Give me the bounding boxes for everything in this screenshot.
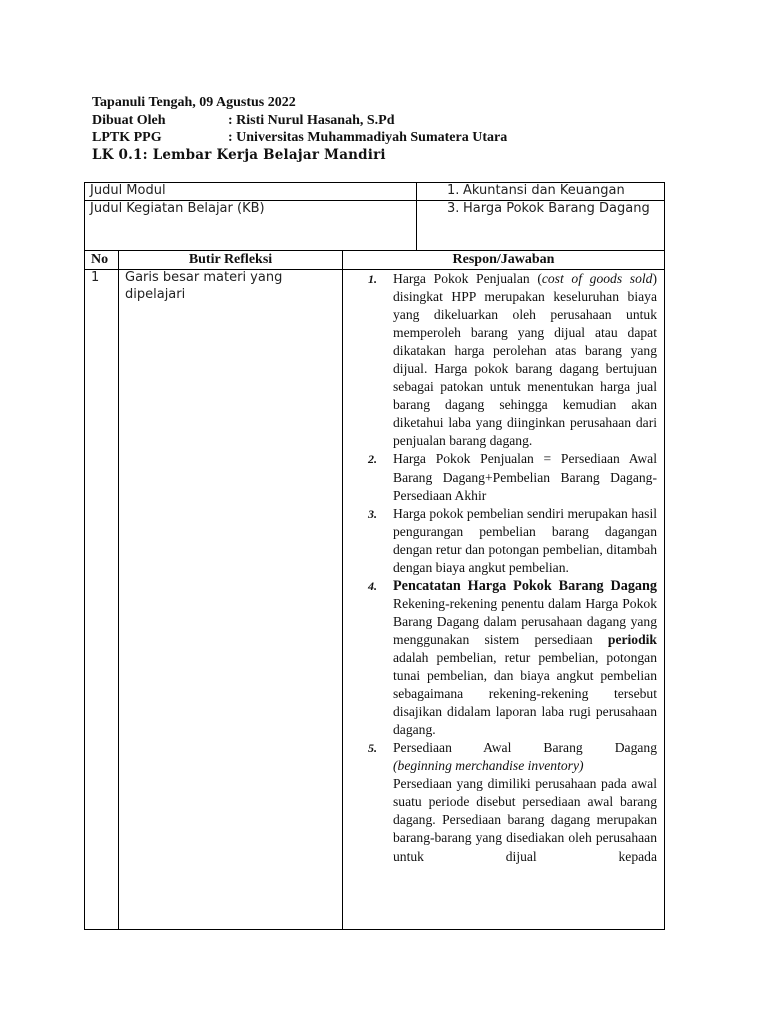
response-cell <box>343 270 665 930</box>
lptk-label: LPTK PPG <box>92 130 162 145</box>
header-row <box>85 251 665 270</box>
module-value-cell: 1. Akuntansi dan Keuangan <box>417 183 665 201</box>
col-butir-header: Butir Refleksi <box>119 251 343 270</box>
table-row <box>85 270 665 930</box>
lptk-row <box>92 129 507 147</box>
item-title: Persediaan Awal Barang Dagang <box>393 740 657 756</box>
worksheet-title: LK 0.1: Lembar Kerja Belajar Mandiri <box>92 146 386 163</box>
item-body: Persediaan yang dimiliki perusahaan pada awal suatu periode disebut persediaan awal barang dagang. Persediaan barang dagang merupakan barang-barang yang disediakan oleh perusahaan untuk dijual kepada <box>393 776 657 864</box>
row-number: 1 <box>85 270 119 930</box>
module-row <box>85 183 665 201</box>
list-item: 2. Harga Pokok Penjualan = Persediaan Awal Barang Dagang+Pembelian Barang Dagang-Persediaan Akhir <box>368 451 657 503</box>
kb-value: Harga Pokok Barang Dagang <box>463 201 650 216</box>
module-label: Judul Modul <box>85 183 417 201</box>
lptk-value: : Universitas Muhammadiyah Sumatera Utara <box>228 130 508 145</box>
col-respon-header: Respon/Jawaban <box>343 251 665 270</box>
module-info-table <box>84 182 665 251</box>
item-title: Pencatatan Harga Pokok Barang Dagang <box>393 577 657 594</box>
place-date: Tapanuli Tengah, 09 Agustus 2022 <box>92 95 296 110</box>
document-header <box>92 94 507 164</box>
list-item: 4. Pencatatan Harga Pokok Barang Dagang Rekening-rekening penentu dalam Harga Pokok Barang Dagang dalam perusahaan dagang yang menggunakan sistem persediaan periodik adalah pembelian, retur pembelian, potongan tunai pembelian, dan biaya angkut pembelian sebagaimana rekening-rekening tersebut disajikan didalam laporan laba rugi perusahaan dagang. <box>343 577 657 739</box>
list-item: 3. Harga pokok pembelian sendiri merupakan hasil pengurangan pembelian barang dagangan dengan retur dan potongan pembelian, ditambah dengan biaya angkut pembelian. <box>368 505 657 575</box>
col-no-header: No <box>85 251 119 270</box>
author-value: : Risti Nurul Hasanah, S.Pd <box>228 112 395 128</box>
kb-label: Judul Kegiatan Belajar (KB) <box>85 201 417 251</box>
butir-text: Garis besar materi yang dipelajari <box>119 270 343 930</box>
author-label: Dibuat Oleh <box>92 112 166 128</box>
module-value: Akuntansi dan Keuangan <box>463 183 625 198</box>
author-row <box>92 112 507 130</box>
reflection-table <box>84 250 665 930</box>
list-item: 5. Persediaan Awal Barang Dagang (beginning merchandise inventory) Persediaan yang dimiliki perusahaan pada awal suatu periode disebut persediaan awal barang dagang. Persediaan barang dagang merupakan barang-barang yang disediakan oleh perusahaan untuk dijual kepada <box>343 739 657 865</box>
kb-value-cell: 3. Harga Pokok Barang Dagang <box>417 201 665 251</box>
item-body: Rekening-rekening penentu dalam Harga Pokok Barang Dagang dalam perusahaan dagang yang menggunakan sistem persediaan periodik adalah pembelian, retur pembelian, potongan tunai pembelian, dan biaya angkut pembelian sebagaimana rekening-rekening tersebut disajikan didalam laporan laba rugi perusahaan dagang. <box>393 595 657 738</box>
list-item: 1. Harga Pokok Penjualan (cost of goods sold) disingkat HPP merupakan keseluruhan biaya yang dikeluarkan oleh perusahaan untuk memperoleh barang yang dijual atau dapat dikatakan harga perolehan atas barang yang dijual. Harga pokok barang dagang bertujuan sebagai patokan untuk menentukan harga jual barang dagang sehingga kemudian akan diketahui laba yang diinginkan perusahaan dari penjualan barang dagang. <box>368 271 657 449</box>
kb-row <box>85 201 665 251</box>
response-list <box>343 270 664 866</box>
item-subtitle: (beginning merchandise inventory) <box>393 758 584 774</box>
